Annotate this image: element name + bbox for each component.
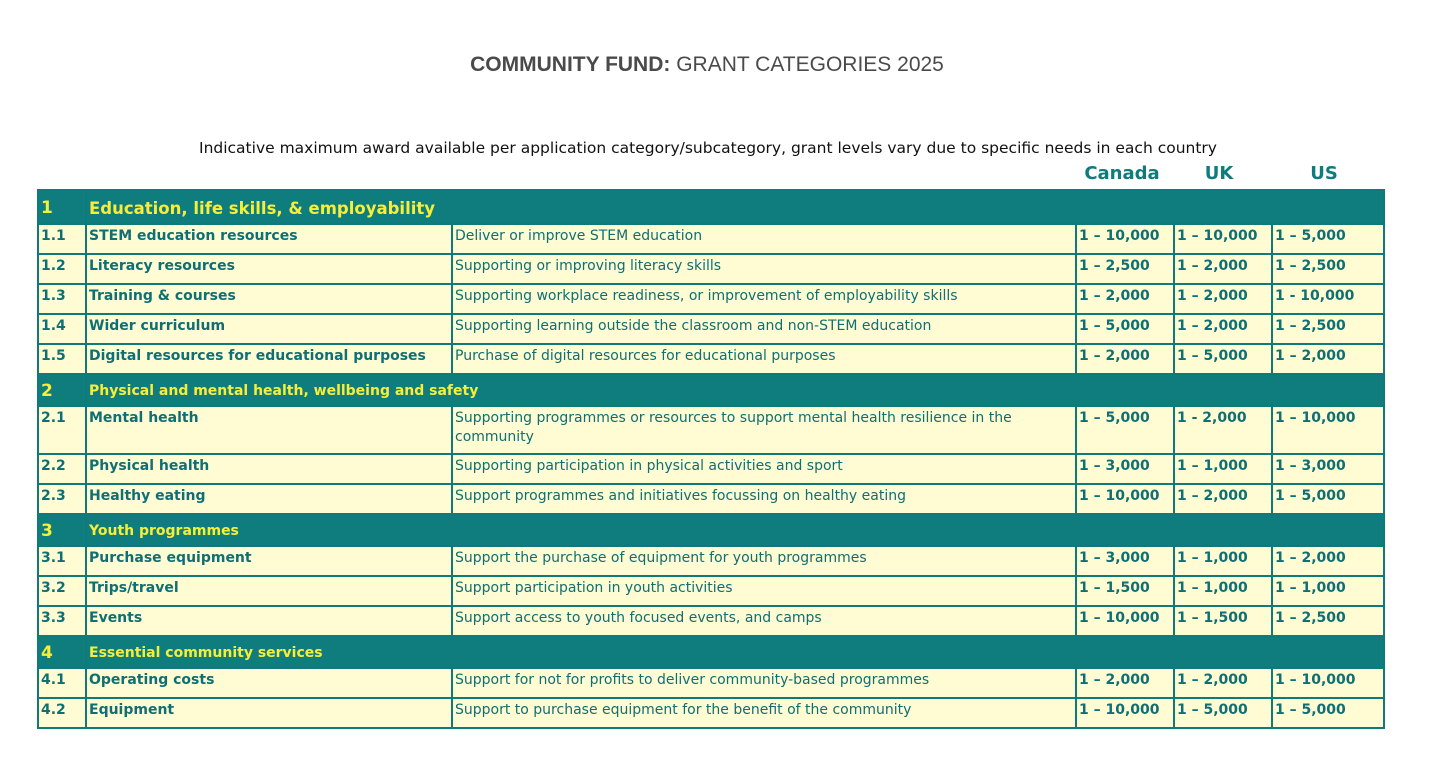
row-amount-us: 1 – 1,000 [1272, 576, 1384, 606]
row-amount-canada: 1 – 3,000 [1076, 546, 1174, 576]
row-description: Supporting learning outside the classroom and non-STEM education [452, 314, 1076, 344]
row-subcategory: Operating costs [86, 668, 452, 698]
row-amount-uk: 1 – 2,000 [1174, 484, 1272, 514]
table-row [38, 344, 1384, 374]
title-bold: COMMUNITY FUND: [470, 53, 671, 76]
table-row [38, 546, 1384, 576]
row-amount-us: 1 – 5,000 [1272, 484, 1384, 514]
row-amount-uk: 1 – 2,000 [1174, 284, 1272, 314]
grant-categories-table [37, 189, 1385, 729]
row-description: Support access to youth focused events, and camps [452, 606, 1076, 636]
table-row [38, 314, 1384, 344]
row-number: 1.1 [38, 224, 86, 254]
row-amount-canada: 1 – 3,000 [1076, 454, 1174, 484]
row-number: 1.3 [38, 284, 86, 314]
row-description: Support for not for profits to deliver community-based programmes [452, 668, 1076, 698]
row-number: 2.3 [38, 484, 86, 514]
row-amount-canada: 1 – 10,000 [1076, 606, 1174, 636]
section-header-row [38, 514, 1384, 546]
row-amount-us: 1 – 2,000 [1272, 344, 1384, 374]
row-amount-canada: 1 – 10,000 [1076, 484, 1174, 514]
table-row [38, 254, 1384, 284]
row-amount-us: 1 – 2,500 [1272, 254, 1384, 284]
row-amount-us: 1 – 2,500 [1272, 314, 1384, 344]
section-header-row [38, 190, 1384, 224]
row-amount-uk: 1 – 2,000 [1174, 314, 1272, 344]
row-amount-uk: 1 - 2,000 [1174, 406, 1272, 454]
row-number: 3.1 [38, 546, 86, 576]
row-subcategory: Healthy eating [86, 484, 452, 514]
row-amount-us: 1 – 5,000 [1272, 224, 1384, 254]
row-amount-uk: 1 – 1,000 [1174, 454, 1272, 484]
row-description: Supporting participation in physical activities and sport [452, 454, 1076, 484]
section-number: 1 [38, 190, 86, 224]
row-subcategory: Literacy resources [86, 254, 452, 284]
row-description: Supporting workplace readiness, or improvement of employability skills [452, 284, 1076, 314]
section-header-row [38, 374, 1384, 406]
row-subcategory: Events [86, 606, 452, 636]
row-subcategory: Physical health [86, 454, 452, 484]
section-number: 4 [38, 636, 86, 668]
title-rest: GRANT CATEGORIES 2025 [670, 53, 944, 76]
country-header-canada: Canada [1084, 163, 1160, 184]
row-description: Support to purchase equipment for the benefit of the community [452, 698, 1076, 728]
table-row [38, 284, 1384, 314]
table-row [38, 606, 1384, 636]
row-amount-canada: 1 – 1,500 [1076, 576, 1174, 606]
section-number: 3 [38, 514, 86, 546]
row-amount-us: 1 – 5,000 [1272, 698, 1384, 728]
row-amount-us: 1 – 10,000 [1272, 668, 1384, 698]
row-description: Supporting programmes or resources to support mental health resilience in the community [452, 406, 1076, 454]
row-amount-uk: 1 – 2,000 [1174, 254, 1272, 284]
row-amount-canada: 1 – 2,000 [1076, 668, 1174, 698]
document-title [0, 53, 1414, 77]
row-number: 1.4 [38, 314, 86, 344]
row-subcategory: Trips/travel [86, 576, 452, 606]
row-number: 2.1 [38, 406, 86, 454]
section-title: Education, life skills, & employability [86, 190, 1384, 224]
table-row [38, 454, 1384, 484]
row-amount-us: 1 – 10,000 [1272, 406, 1384, 454]
table-row [38, 576, 1384, 606]
row-amount-canada: 1 – 5,000 [1076, 406, 1174, 454]
row-amount-us: 1 – 2,500 [1272, 606, 1384, 636]
row-amount-us: 1 – 3,000 [1272, 454, 1384, 484]
section-title: Youth programmes [86, 514, 1384, 546]
row-amount-canada: 1 – 2,500 [1076, 254, 1174, 284]
country-header-uk: UK [1204, 163, 1234, 184]
row-amount-uk: 1 – 1,500 [1174, 606, 1272, 636]
row-amount-canada: 1 – 5,000 [1076, 314, 1174, 344]
row-number: 1.2 [38, 254, 86, 284]
row-description: Deliver or improve STEM education [452, 224, 1076, 254]
row-amount-uk: 1 – 5,000 [1174, 344, 1272, 374]
row-number: 4.2 [38, 698, 86, 728]
table-row [38, 406, 1384, 454]
row-amount-uk: 1 – 10,000 [1174, 224, 1272, 254]
row-subcategory: Equipment [86, 698, 452, 728]
row-amount-canada: 1 – 10,000 [1076, 224, 1174, 254]
row-amount-uk: 1 – 2,000 [1174, 668, 1272, 698]
section-title: Essential community services [86, 636, 1384, 668]
row-description: Purchase of digital resources for educational purposes [452, 344, 1076, 374]
section-header-row [38, 636, 1384, 668]
row-number: 1.5 [38, 344, 86, 374]
row-amount-uk: 1 – 1,000 [1174, 546, 1272, 576]
row-amount-canada: 1 – 10,000 [1076, 698, 1174, 728]
row-amount-us: 1 - 10,000 [1272, 284, 1384, 314]
row-description: Support the purchase of equipment for youth programmes [452, 546, 1076, 576]
row-amount-uk: 1 – 5,000 [1174, 698, 1272, 728]
row-subcategory: Digital resources for educational purposes [86, 344, 452, 374]
row-number: 3.2 [38, 576, 86, 606]
country-header-us: US [1310, 163, 1338, 184]
row-number: 3.3 [38, 606, 86, 636]
table-row [38, 668, 1384, 698]
table-row [38, 698, 1384, 728]
row-subcategory: STEM education resources [86, 224, 452, 254]
section-title: Physical and mental health, wellbeing and safety [86, 374, 1384, 406]
row-amount-uk: 1 – 1,000 [1174, 576, 1272, 606]
row-amount-canada: 1 – 2,000 [1076, 284, 1174, 314]
section-number: 2 [38, 374, 86, 406]
table-row [38, 484, 1384, 514]
table-caption: Indicative maximum award available per application category/subcategory, grant levels vary due to specific needs in each country [199, 139, 1217, 157]
row-description: Support programmes and initiatives focussing on healthy eating [452, 484, 1076, 514]
row-subcategory: Training & courses [86, 284, 452, 314]
row-number: 4.1 [38, 668, 86, 698]
grant-table-body [38, 190, 1384, 728]
row-subcategory: Purchase equipment [86, 546, 452, 576]
row-subcategory: Mental health [86, 406, 452, 454]
row-number: 2.2 [38, 454, 86, 484]
table-row [38, 224, 1384, 254]
row-description: Support participation in youth activities [452, 576, 1076, 606]
row-description: Supporting or improving literacy skills [452, 254, 1076, 284]
row-amount-us: 1 – 2,000 [1272, 546, 1384, 576]
row-amount-canada: 1 – 2,000 [1076, 344, 1174, 374]
row-subcategory: Wider curriculum [86, 314, 452, 344]
